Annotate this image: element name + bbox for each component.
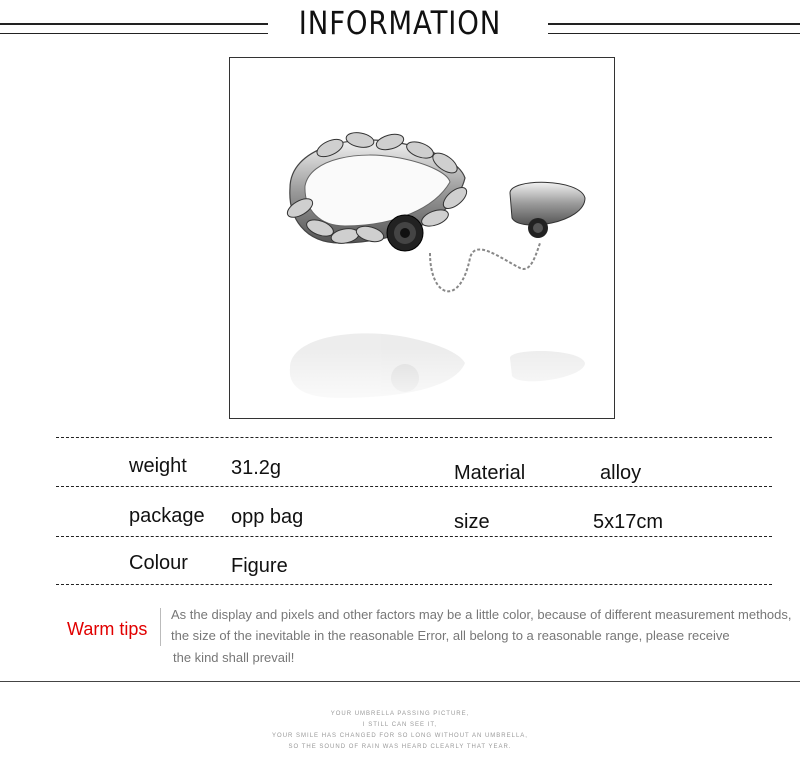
table-divider xyxy=(56,486,772,487)
footer-divider xyxy=(0,681,800,682)
material-label: Material xyxy=(454,462,526,484)
material-value: alloy xyxy=(600,462,642,484)
footer-text: I STILL CAN SEE IT, xyxy=(362,722,438,728)
colour-label: Colour xyxy=(129,552,188,574)
table-divider xyxy=(56,437,772,438)
colour-value: Figure xyxy=(231,555,288,577)
size-label: size xyxy=(454,511,490,533)
table-divider xyxy=(56,536,772,537)
weight-label: weight xyxy=(129,455,187,477)
warm-tip-line: As the display and pixels and other factors may be a little color, because of different measurement methods, xyxy=(171,607,792,622)
product-image xyxy=(229,57,615,419)
table-divider xyxy=(56,584,772,585)
warm-tips-divider xyxy=(160,608,161,646)
footer-text: YOUR UMBRELLA PASSING PICTURE, xyxy=(330,711,470,717)
warm-tips-label: Warm tips xyxy=(67,619,148,639)
footer-text: YOUR SMILE HAS CHANGED FOR SO LONG WITHOUT AN UMBRELLA, xyxy=(272,733,528,739)
warm-tip-line: the size of the inevitable in the reasonable Error, all belong to a reasonable range, please receive xyxy=(171,628,730,643)
page-title: INFORMATION xyxy=(298,4,502,42)
package-value: opp bag xyxy=(231,506,304,528)
bracelet-illustration xyxy=(230,58,614,418)
warm-tip-line: the kind shall prevail! xyxy=(173,650,295,665)
weight-value: 31.2g xyxy=(231,457,282,479)
size-value: 5x17cm xyxy=(593,511,664,533)
footer-text: SO THE SOUND OF RAIN WAS HEARD CLEARLY THAT YEAR. xyxy=(288,744,512,750)
package-label: package xyxy=(129,505,205,527)
